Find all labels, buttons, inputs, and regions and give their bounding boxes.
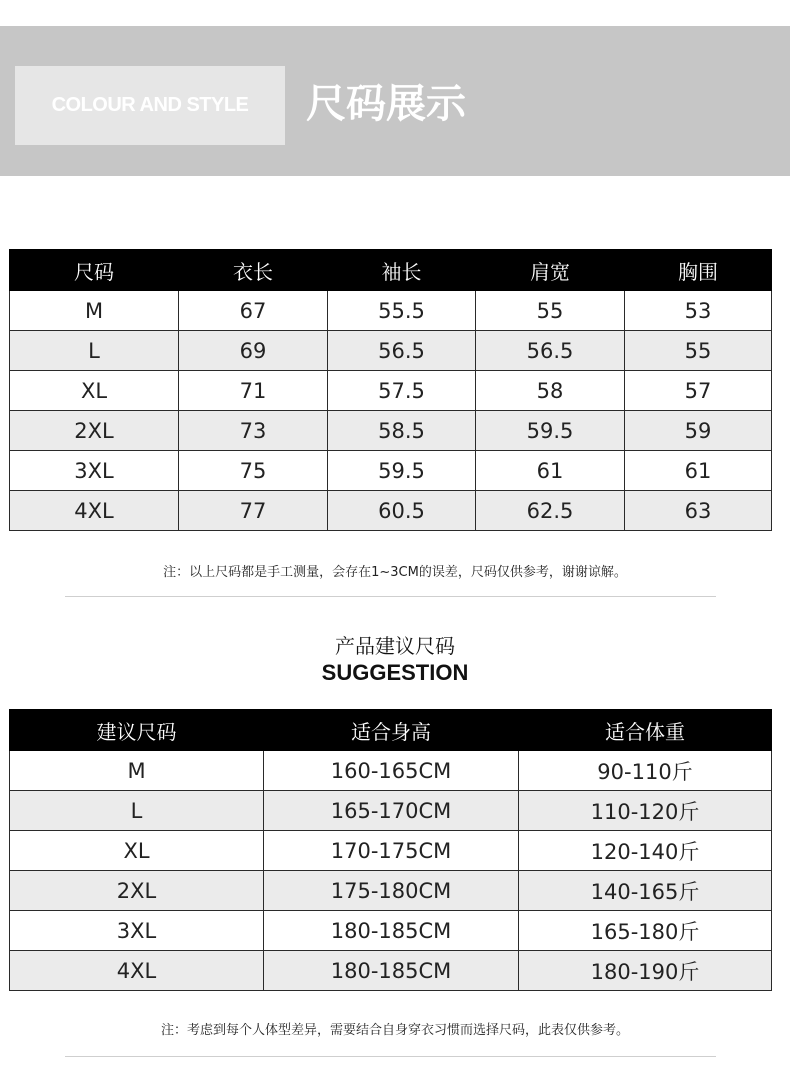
table-cell: 58.5 [328, 411, 476, 451]
table-row [10, 491, 772, 531]
table-cell: 170-175CM [264, 831, 519, 871]
table-cell: 175-180CM [264, 871, 519, 911]
table-cell: 55 [625, 331, 772, 371]
table-cell: 59 [625, 411, 772, 451]
table-row [10, 951, 772, 991]
page-title: 尺码展示 [306, 81, 466, 127]
table-row [10, 411, 772, 451]
size-header-size: 尺码 [10, 250, 179, 291]
table-row [10, 751, 772, 791]
table-cell: 3XL [10, 911, 264, 951]
table-cell: XL [10, 371, 179, 411]
table-cell: 165-170CM [264, 791, 519, 831]
measurement-note: 注：以上尺码都是手工测量，会存在1~3CM的误差，尺码仅供参考，谢谢谅解。 [163, 565, 627, 580]
table-cell: 67 [179, 291, 328, 331]
table-cell: 165-180斤 [519, 911, 772, 951]
suggest-header-height: 适合身高 [264, 710, 519, 751]
table-cell: 77 [179, 491, 328, 531]
table-cell: 90-110斤 [519, 751, 772, 791]
table-row [10, 831, 772, 871]
table-cell: 56.5 [476, 331, 625, 371]
table-cell: 3XL [10, 451, 179, 491]
table-cell: 180-190斤 [519, 951, 772, 991]
suggestion-table [9, 709, 772, 991]
table-cell: 2XL [10, 871, 264, 911]
table-cell: 180-185CM [264, 911, 519, 951]
divider [65, 596, 716, 597]
table-row [10, 291, 772, 331]
table-cell: 2XL [10, 411, 179, 451]
size-header-length: 衣长 [179, 250, 328, 291]
size-chart-table [9, 249, 772, 531]
size-table-header-row [10, 250, 772, 291]
divider [65, 1056, 716, 1057]
table-cell: 71 [179, 371, 328, 411]
table-cell: 4XL [10, 491, 179, 531]
table-cell: 61 [476, 451, 625, 491]
table-cell: 59.5 [328, 451, 476, 491]
table-cell: L [10, 331, 179, 371]
table-cell: 61 [625, 451, 772, 491]
table-cell: 4XL [10, 951, 264, 991]
table-cell: 53 [625, 291, 772, 331]
table-row [10, 371, 772, 411]
suggest-header-weight: 适合体重 [519, 710, 772, 751]
suggest-header-size: 建议尺码 [10, 710, 264, 751]
table-cell: L [10, 791, 264, 831]
table-cell: 58 [476, 371, 625, 411]
suggestion-note: 注：考虑到每个人体型差异，需要结合自身穿衣习惯而选择尺码，此表仅供参考。 [160, 1023, 629, 1038]
table-cell: 60.5 [328, 491, 476, 531]
table-cell: 56.5 [328, 331, 476, 371]
table-row [10, 331, 772, 371]
table-row [10, 451, 772, 491]
header-banner [0, 26, 790, 176]
table-cell: 57 [625, 371, 772, 411]
table-cell: 62.5 [476, 491, 625, 531]
table-row [10, 791, 772, 831]
table-cell: 73 [179, 411, 328, 451]
banner-tag-text: COLOUR AND STYLE [51, 94, 249, 116]
table-cell: 180-185CM [264, 951, 519, 991]
table-row [10, 911, 772, 951]
size-header-shoulder: 肩宽 [476, 250, 625, 291]
table-cell: 55.5 [328, 291, 476, 331]
suggestion-title-cn: 产品建议尺码 [335, 634, 455, 658]
table-cell: 110-120斤 [519, 791, 772, 831]
table-cell: 69 [179, 331, 328, 371]
table-cell: 59.5 [476, 411, 625, 451]
banner-tag-box [15, 66, 285, 145]
suggestion-title-en: SUGGESTION [321, 660, 469, 685]
table-cell: M [10, 291, 179, 331]
table-cell: XL [10, 831, 264, 871]
size-header-sleeve: 袖长 [328, 250, 476, 291]
table-row [10, 871, 772, 911]
suggest-table-header-row [10, 710, 772, 751]
table-cell: 140-165斤 [519, 871, 772, 911]
table-cell: 75 [179, 451, 328, 491]
table-cell: M [10, 751, 264, 791]
table-cell: 160-165CM [264, 751, 519, 791]
table-cell: 120-140斤 [519, 831, 772, 871]
size-header-chest: 胸围 [625, 250, 772, 291]
table-cell: 57.5 [328, 371, 476, 411]
table-cell: 63 [625, 491, 772, 531]
table-cell: 55 [476, 291, 625, 331]
